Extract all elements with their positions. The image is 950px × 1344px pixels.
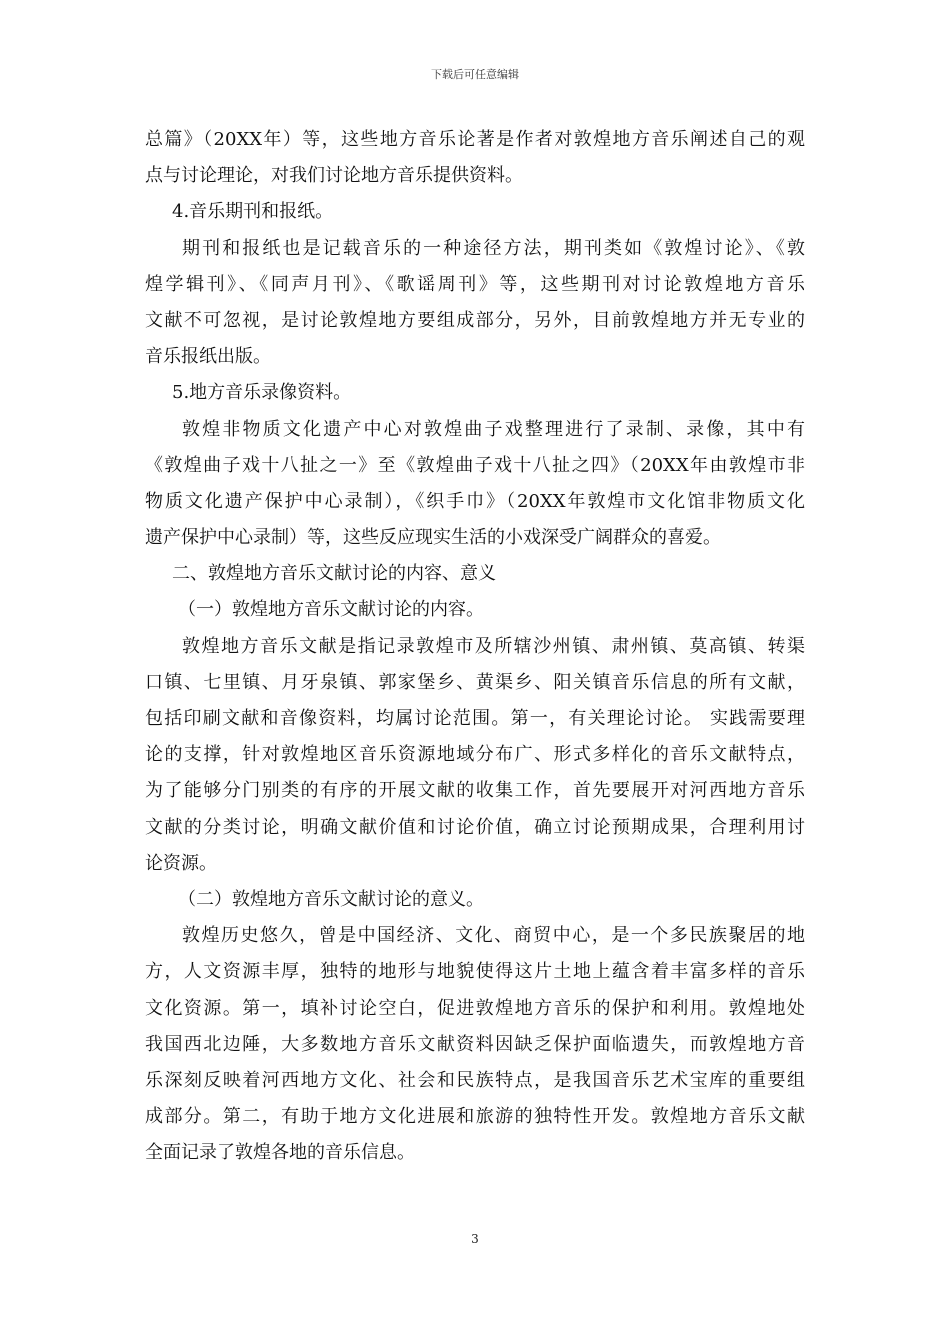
body-line: 口镇、七里镇、月牙泉镇、郭家堡乡、黄渠乡、阳关镇音乐信息的所有文献， [145,671,805,693]
body-line: 方，人文资源丰厚，独特的地形与地貌使得这片土地上蕴含着丰富多样的音乐 [145,961,805,983]
body-line: 文献不可忽视，是讨论敦煌地方要组成部分，另外，目前敦煌地方并无专业的 [145,309,805,331]
section-heading: 5.地方音乐录像资料。 [172,382,352,404]
body-line: 点与讨论理论，对我们讨论地方音乐提供资料。 [145,165,523,187]
body-line: 敦煌历史悠久，曾是中国经济、文化、商贸中心，是一个多民族聚居的地 [182,925,805,947]
body-line: 音乐报纸出版。 [145,346,271,368]
body-line: 全面记录了敦煌各地的音乐信息。 [145,1142,415,1164]
body-line: 敦煌非物质文化遗产中心对敦煌曲子戏整理进行了录制、录像，其中有 [182,418,805,440]
body-line: 敦煌地方音乐文献是指记录敦煌市及所辖沙州镇、肃州镇、莫高镇、转渠 [182,635,805,657]
body-line: 乐深刻反映着河西地方文化、社会和民族特点，是我国音乐艺术宝库的重要组 [145,1069,805,1091]
body-line: 遗产保护中心录制）等，这些反应现实生活的小戏深受广阔群众的喜爱。 [145,527,721,549]
page-header: 下载后可任意编辑 [431,68,519,81]
body-line: 我国西北边陲，大多数地方音乐文献资料因缺乏保护面临遗失，而敦煌地方音 [145,1033,805,1055]
section-heading: 二、敦煌地方音乐文献讨论的内容、意义 [172,563,496,585]
document-body [145,122,805,1171]
body-line: 文献的分类讨论，明确文献价值和讨论价值，确立讨论预期成果，合理利用讨 [145,816,805,838]
body-line: 《敦煌曲子戏十八扯之一》至《敦煌曲子戏十八扯之四》（20XX年由敦煌市非 [145,454,805,476]
subsection-heading: （二）敦煌地方音乐文献讨论的意义。 [178,888,484,910]
body-line: 论资源。 [145,852,217,874]
body-line: 煌学辑刊》、《同声月刊》、《歌谣周刊》等，这些期刊对讨论敦煌地方音乐 [145,273,805,295]
body-line: 物质文化遗产保护中心录制），《织手巾》（20XX年敦煌市文化馆非物质文化 [145,490,805,512]
body-line: 成部分。第二，有助于地方文化进展和旅游的独特性开发。敦煌地方音乐文献 [145,1106,805,1128]
body-line: 论的支撑，针对敦煌地区音乐资源地域分布广、形式多样化的音乐文献特点， [145,744,805,766]
body-line: 为了能够分门别类的有序的开展文献的收集工作，首先要展开对河西地方音乐 [145,780,805,802]
body-line: 文化资源。第一，填补讨论空白，促进敦煌地方音乐的保护和利用。敦煌地处 [145,997,805,1019]
subsection-heading: （一）敦煌地方音乐文献讨论的内容。 [178,599,484,621]
body-line: 总篇》（20XX年）等，这些地方音乐论著是作者对敦煌地方音乐阐述自己的观 [145,129,805,150]
body-line: 包括印刷文献和音像资料，均属讨论范围。第一，有关理论讨论。 实践需要理 [145,708,805,729]
body-line: 期刊和报纸也是记载音乐的一种途径方法，期刊类如《敦煌讨论》、《敦 [182,237,805,259]
page-number: 3 [471,1232,479,1246]
section-heading: 4.音乐期刊和报纸。 [172,201,334,223]
